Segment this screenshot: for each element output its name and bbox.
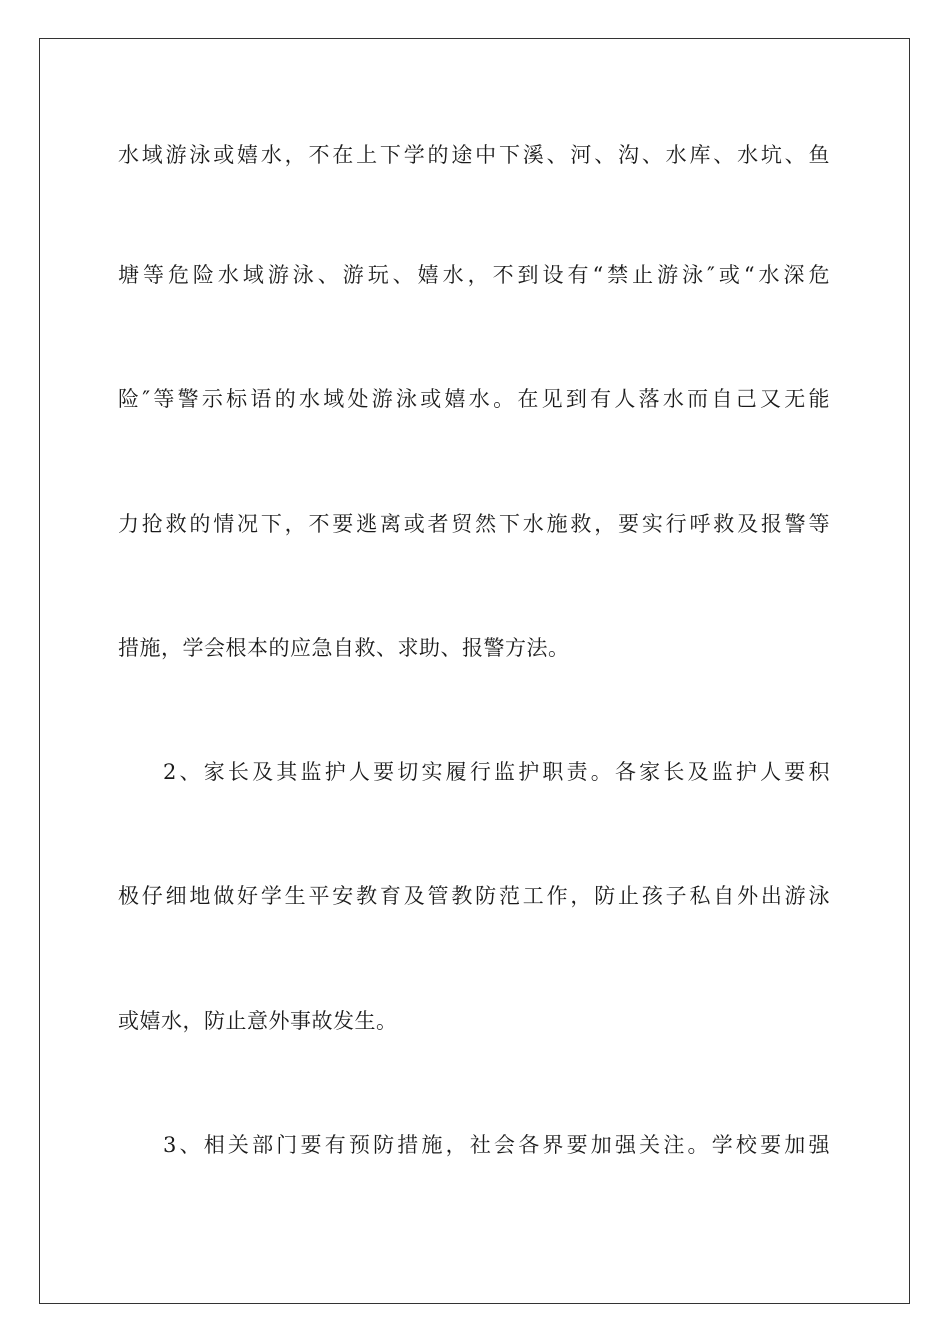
text-line-2: 塘等危险水域游泳、游玩、嬉水，不到设有“禁止游泳″或“水深危 — [118, 263, 830, 287]
text-line-5: 措施，学会根本的应急自救、求助、报警方法。 — [118, 636, 570, 660]
text-line-6: 2、家长及其监护人要切实履行监护职责。各家长及监护人要积 — [163, 760, 830, 784]
text-line-1: 水域游泳或嬉水，不在上下学的途中下溪、河、沟、水库、水坑、鱼 — [118, 143, 830, 167]
text-line-8: 或嬉水，防止意外事故发生。 — [118, 1009, 398, 1033]
page-border — [39, 38, 910, 1304]
text-line-7: 极仔细地做好学生平安教育及管教防范工作，防止孩子私自外出游泳 — [118, 884, 830, 908]
text-line-9: 3、相关部门要有预防措施，社会各界要加强关注。学校要加强 — [163, 1133, 830, 1157]
text-line-3: 险″等警示标语的水域处游泳或嬉水。在见到有人落水而自己又无能 — [118, 387, 830, 411]
text-line-4: 力抢救的情况下，不要逃离或者贸然下水施救，要实行呼救及报警等 — [118, 512, 830, 536]
